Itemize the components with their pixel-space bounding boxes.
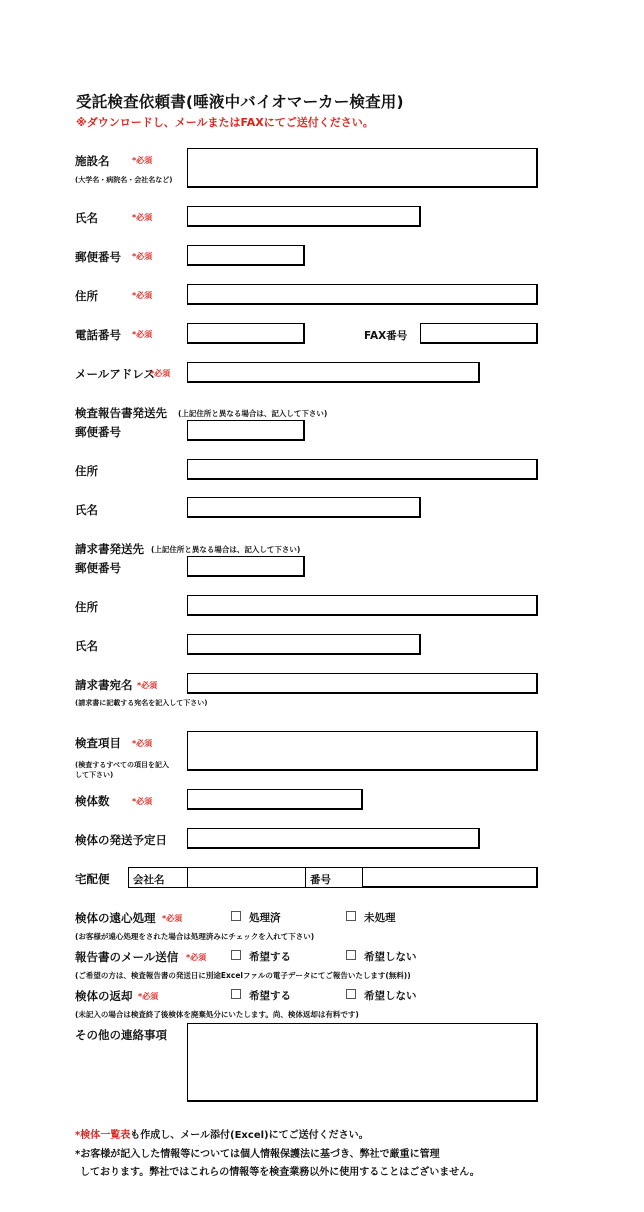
sample-count-input[interactable]: [187, 789, 363, 810]
report-dest-heading: 検査報告書発送先: [75, 406, 167, 420]
invoice-name-input[interactable]: [187, 634, 421, 655]
report-dest-note: (上記住所と異なる場合は、記入して下さい): [178, 409, 328, 418]
invoice-dest-note: (上記住所と異なる場合は、記入して下さい): [151, 545, 301, 554]
sample-count-label: 検体数: [75, 794, 110, 808]
name-input[interactable]: [187, 206, 421, 227]
return-yes-checkbox[interactable]: [231, 989, 241, 999]
required-mark: *必須: [132, 213, 153, 222]
test-items-input[interactable]: [187, 731, 538, 771]
facility-note: (大学名・病院名・会社名など): [75, 176, 173, 184]
invoice-addressee-input[interactable]: [187, 673, 538, 694]
courier-number-label: 番号: [305, 867, 363, 888]
required-mark: *必須: [132, 156, 153, 165]
invoice-postal-input[interactable]: [187, 556, 305, 577]
centrifuge-done-checkbox[interactable]: [231, 911, 241, 921]
report-postal-label: 郵便番号: [75, 425, 121, 439]
address-label: 住所: [75, 289, 98, 303]
required-mark: *必須: [132, 252, 153, 261]
email-report-yes-checkbox[interactable]: [231, 950, 241, 960]
courier-label: 宅配便: [75, 872, 110, 886]
address-input[interactable]: [187, 284, 538, 305]
required-mark: *必須: [137, 681, 158, 690]
facility-label: 施設名: [75, 154, 110, 168]
courier-company-label: 会社名: [128, 867, 188, 888]
phone-input[interactable]: [187, 323, 305, 344]
other-label: その他の連絡事項: [75, 1028, 167, 1042]
centrifuge-none-checkbox[interactable]: [346, 911, 356, 921]
invoice-address-label: 住所: [75, 600, 98, 614]
courier-number-input[interactable]: [362, 867, 538, 888]
required-mark: *必須: [132, 797, 153, 806]
phone-label: 電話番号: [75, 328, 121, 342]
required-mark: *必須: [150, 369, 171, 378]
required-mark: *必須: [138, 992, 159, 1001]
required-mark: *必須: [132, 330, 153, 339]
return-no-checkbox[interactable]: [346, 989, 356, 999]
report-address-label: 住所: [75, 464, 98, 478]
centrifuge-label: 検体の遠心処理: [75, 911, 156, 925]
facility-input[interactable]: [187, 148, 538, 188]
required-mark: *必須: [186, 953, 207, 962]
postal-label: 郵便番号: [75, 250, 121, 264]
centrifuge-done-label: 処理済: [249, 912, 281, 924]
invoice-address-input[interactable]: [187, 595, 538, 616]
centrifuge-none-label: 未処理: [364, 912, 396, 924]
report-name-label: 氏名: [75, 503, 98, 517]
return-label: 検体の返却: [75, 989, 133, 1003]
test-items-label: 検査項目: [75, 736, 121, 750]
courier-company-input[interactable]: [187, 867, 306, 888]
required-mark: *必須: [132, 291, 153, 300]
invoice-name-label: 氏名: [75, 639, 98, 653]
return-note: (未記入の場合は検査終了後検体を廃棄処分にいたします。尚、検体返却は有料です): [75, 1010, 359, 1019]
footer-line-2: *お客様が記入した情報等については個人情報保護法に基づき、弊社で厳重に管理: [75, 1149, 440, 1160]
footer-line-1: *検体一覧表も作成し、メール添付(Excel)にてご送付ください。: [75, 1130, 369, 1141]
postal-input[interactable]: [187, 245, 305, 266]
email-label: メールアドレス: [75, 367, 155, 381]
fax-label: FAX番号: [364, 330, 408, 342]
invoice-addressee-note: (請求書に記載する宛名を記入して下さい): [75, 699, 208, 707]
report-address-input[interactable]: [187, 459, 538, 480]
email-input[interactable]: [187, 362, 480, 383]
email-report-note: (ご希望の方は、検査報告書の発送日に別途Excelファルの電子データにてご報告いたします(無料)): [75, 971, 411, 980]
invoice-postal-label: 郵便番号: [75, 561, 121, 575]
email-report-no-checkbox[interactable]: [346, 950, 356, 960]
required-mark: *必須: [132, 739, 153, 748]
report-name-input[interactable]: [187, 497, 421, 518]
page-title: 受託検査依頼書(唾液中バイオマーカー検査用): [76, 93, 404, 111]
footer-line-3: しております。弊社ではこれらの情報等を検査業務以外に使用することはございません。: [80, 1167, 480, 1178]
return-yes-label: 希望する: [249, 990, 291, 1002]
invoice-dest-heading: 請求書発送先: [75, 542, 144, 556]
email-report-no-label: 希望しない: [364, 951, 417, 963]
other-input[interactable]: [187, 1023, 538, 1102]
return-no-label: 希望しない: [364, 990, 417, 1002]
report-postal-input[interactable]: [187, 420, 305, 441]
invoice-addressee-label: 請求書宛名: [75, 678, 133, 692]
ship-date-input[interactable]: [187, 828, 480, 849]
centrifuge-note: (お客様が遠心処理をされた場合は処理済みにチェックを入れて下さい): [75, 932, 315, 941]
fax-input[interactable]: [420, 323, 538, 344]
name-label: 氏名: [75, 211, 98, 225]
email-report-label: 報告書のメール送信: [75, 950, 179, 964]
test-items-note-2: して下さい): [75, 771, 114, 779]
email-report-yes-label: 希望する: [249, 951, 291, 963]
required-mark: *必須: [162, 914, 183, 923]
page-subtitle: ※ダウンロードし、メールまたはFAXにてご送付ください。: [76, 116, 374, 129]
ship-date-label: 検体の発送予定日: [75, 833, 167, 847]
test-items-note: (検査するすべての項目を記入: [75, 761, 170, 769]
